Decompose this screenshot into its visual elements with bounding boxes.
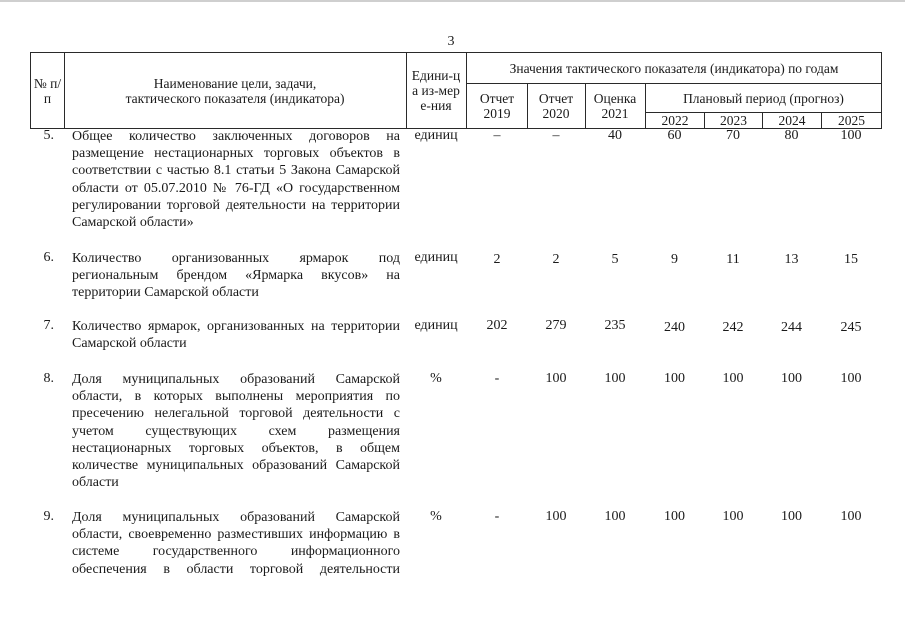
row-name: Количество организованных ярмарок под региональным брендом «Ярмарка вкусов» на территории Самарской области bbox=[72, 251, 400, 301]
row-unit: единиц bbox=[414, 250, 458, 265]
header-plan-period: Плановый период (прогноз) bbox=[683, 90, 844, 106]
row-value: 100 bbox=[781, 371, 802, 386]
header-report-2020: Отчет 2020 bbox=[538, 91, 574, 121]
row-value: 60 bbox=[667, 128, 682, 143]
row-value: 100 bbox=[840, 509, 862, 524]
row-number: 9. bbox=[43, 509, 54, 524]
row-value: 100 bbox=[722, 509, 744, 524]
page-number: 3 bbox=[447, 34, 455, 49]
row-value: 9 bbox=[671, 252, 678, 267]
row-number: 5. bbox=[43, 128, 54, 143]
row-value: - bbox=[494, 509, 500, 524]
row-name: Доля муниципальных образований Самарской области, в которых выполнены мероприятия по пресечению нелегальной торговой деятельности с учетом существующих схем размещения нестационарных торговых объектов, в общем количестве муниципальных образований Самарской области bbox=[72, 372, 400, 491]
row-value: 13 bbox=[784, 252, 799, 267]
header-name: Наименование цели, задачи, тактического показателя (индикатора) bbox=[125, 75, 345, 106]
header-year: 2023 bbox=[720, 113, 747, 128]
row-value: 279 bbox=[545, 318, 567, 333]
row-value: – bbox=[552, 128, 560, 143]
row-value: 2 bbox=[552, 252, 560, 267]
row-value: 100 bbox=[545, 509, 567, 524]
row-value: 2 bbox=[493, 252, 501, 267]
row-unit: % bbox=[430, 509, 442, 524]
header-num: № п/п bbox=[33, 75, 62, 106]
row-unit: единиц bbox=[414, 128, 458, 143]
header-estimate-2021: Оценка 2021 bbox=[593, 91, 637, 121]
header-year: 2022 bbox=[661, 113, 689, 128]
row-number: 7. bbox=[43, 318, 54, 333]
row-value: 235 bbox=[604, 318, 626, 333]
row-number: 8. bbox=[43, 371, 54, 386]
row-value: 100 bbox=[545, 371, 567, 386]
row-value: 11 bbox=[726, 252, 740, 267]
header-year: 2024 bbox=[778, 113, 806, 128]
row-name: Доля муниципальных образований Самарской области, своевременно разместивших информацию в системе государственного информационного обеспечения в области торговой деятельности bbox=[72, 510, 400, 577]
row-value: 100 bbox=[840, 128, 862, 143]
row-unit: единиц bbox=[414, 318, 458, 333]
row-value: 70 bbox=[726, 128, 740, 143]
row-name: Общее количество заключенных договоров на размещение нестационарных торговых объектов в соответствии с частью 8.1 статьи 5 Закона Самарской области от 05.07.2010 № 76-ГД «О государственном регулировании торговой деятельности на территории Самарской области» bbox=[72, 129, 400, 231]
row-value: 242 bbox=[722, 320, 744, 335]
row-value: 100 bbox=[722, 371, 744, 386]
header-unit: Едини-ца из-мере-ния bbox=[411, 68, 461, 113]
row-value: 40 bbox=[608, 128, 622, 143]
scan-edge bbox=[0, 0, 905, 2]
row-value: 100 bbox=[840, 371, 862, 386]
row-value: 100 bbox=[664, 371, 685, 386]
row-value: 15 bbox=[844, 252, 858, 267]
row-value: - bbox=[494, 371, 500, 386]
row-name: Количество ярмарок, организованных на территории Самарской области bbox=[72, 319, 400, 352]
row-value: 202 bbox=[486, 318, 508, 333]
row-value: 5 bbox=[611, 252, 619, 267]
row-value: 100 bbox=[604, 509, 626, 524]
row-value: 100 bbox=[604, 371, 626, 386]
row-value: 245 bbox=[840, 320, 862, 335]
header-year: 2025 bbox=[838, 113, 865, 128]
row-value: 100 bbox=[664, 509, 685, 524]
row-value: 80 bbox=[784, 128, 799, 143]
header-report-2019: Отчет 2019 bbox=[479, 91, 515, 121]
row-unit: % bbox=[430, 371, 442, 386]
row-value: – bbox=[493, 128, 501, 143]
row-value: 244 bbox=[781, 320, 802, 335]
row-value: 100 bbox=[781, 509, 802, 524]
row-number: 6. bbox=[43, 250, 54, 265]
row-value: 240 bbox=[664, 320, 685, 335]
header-values: Значения тактического показателя (индикатора) по годам bbox=[509, 60, 839, 76]
